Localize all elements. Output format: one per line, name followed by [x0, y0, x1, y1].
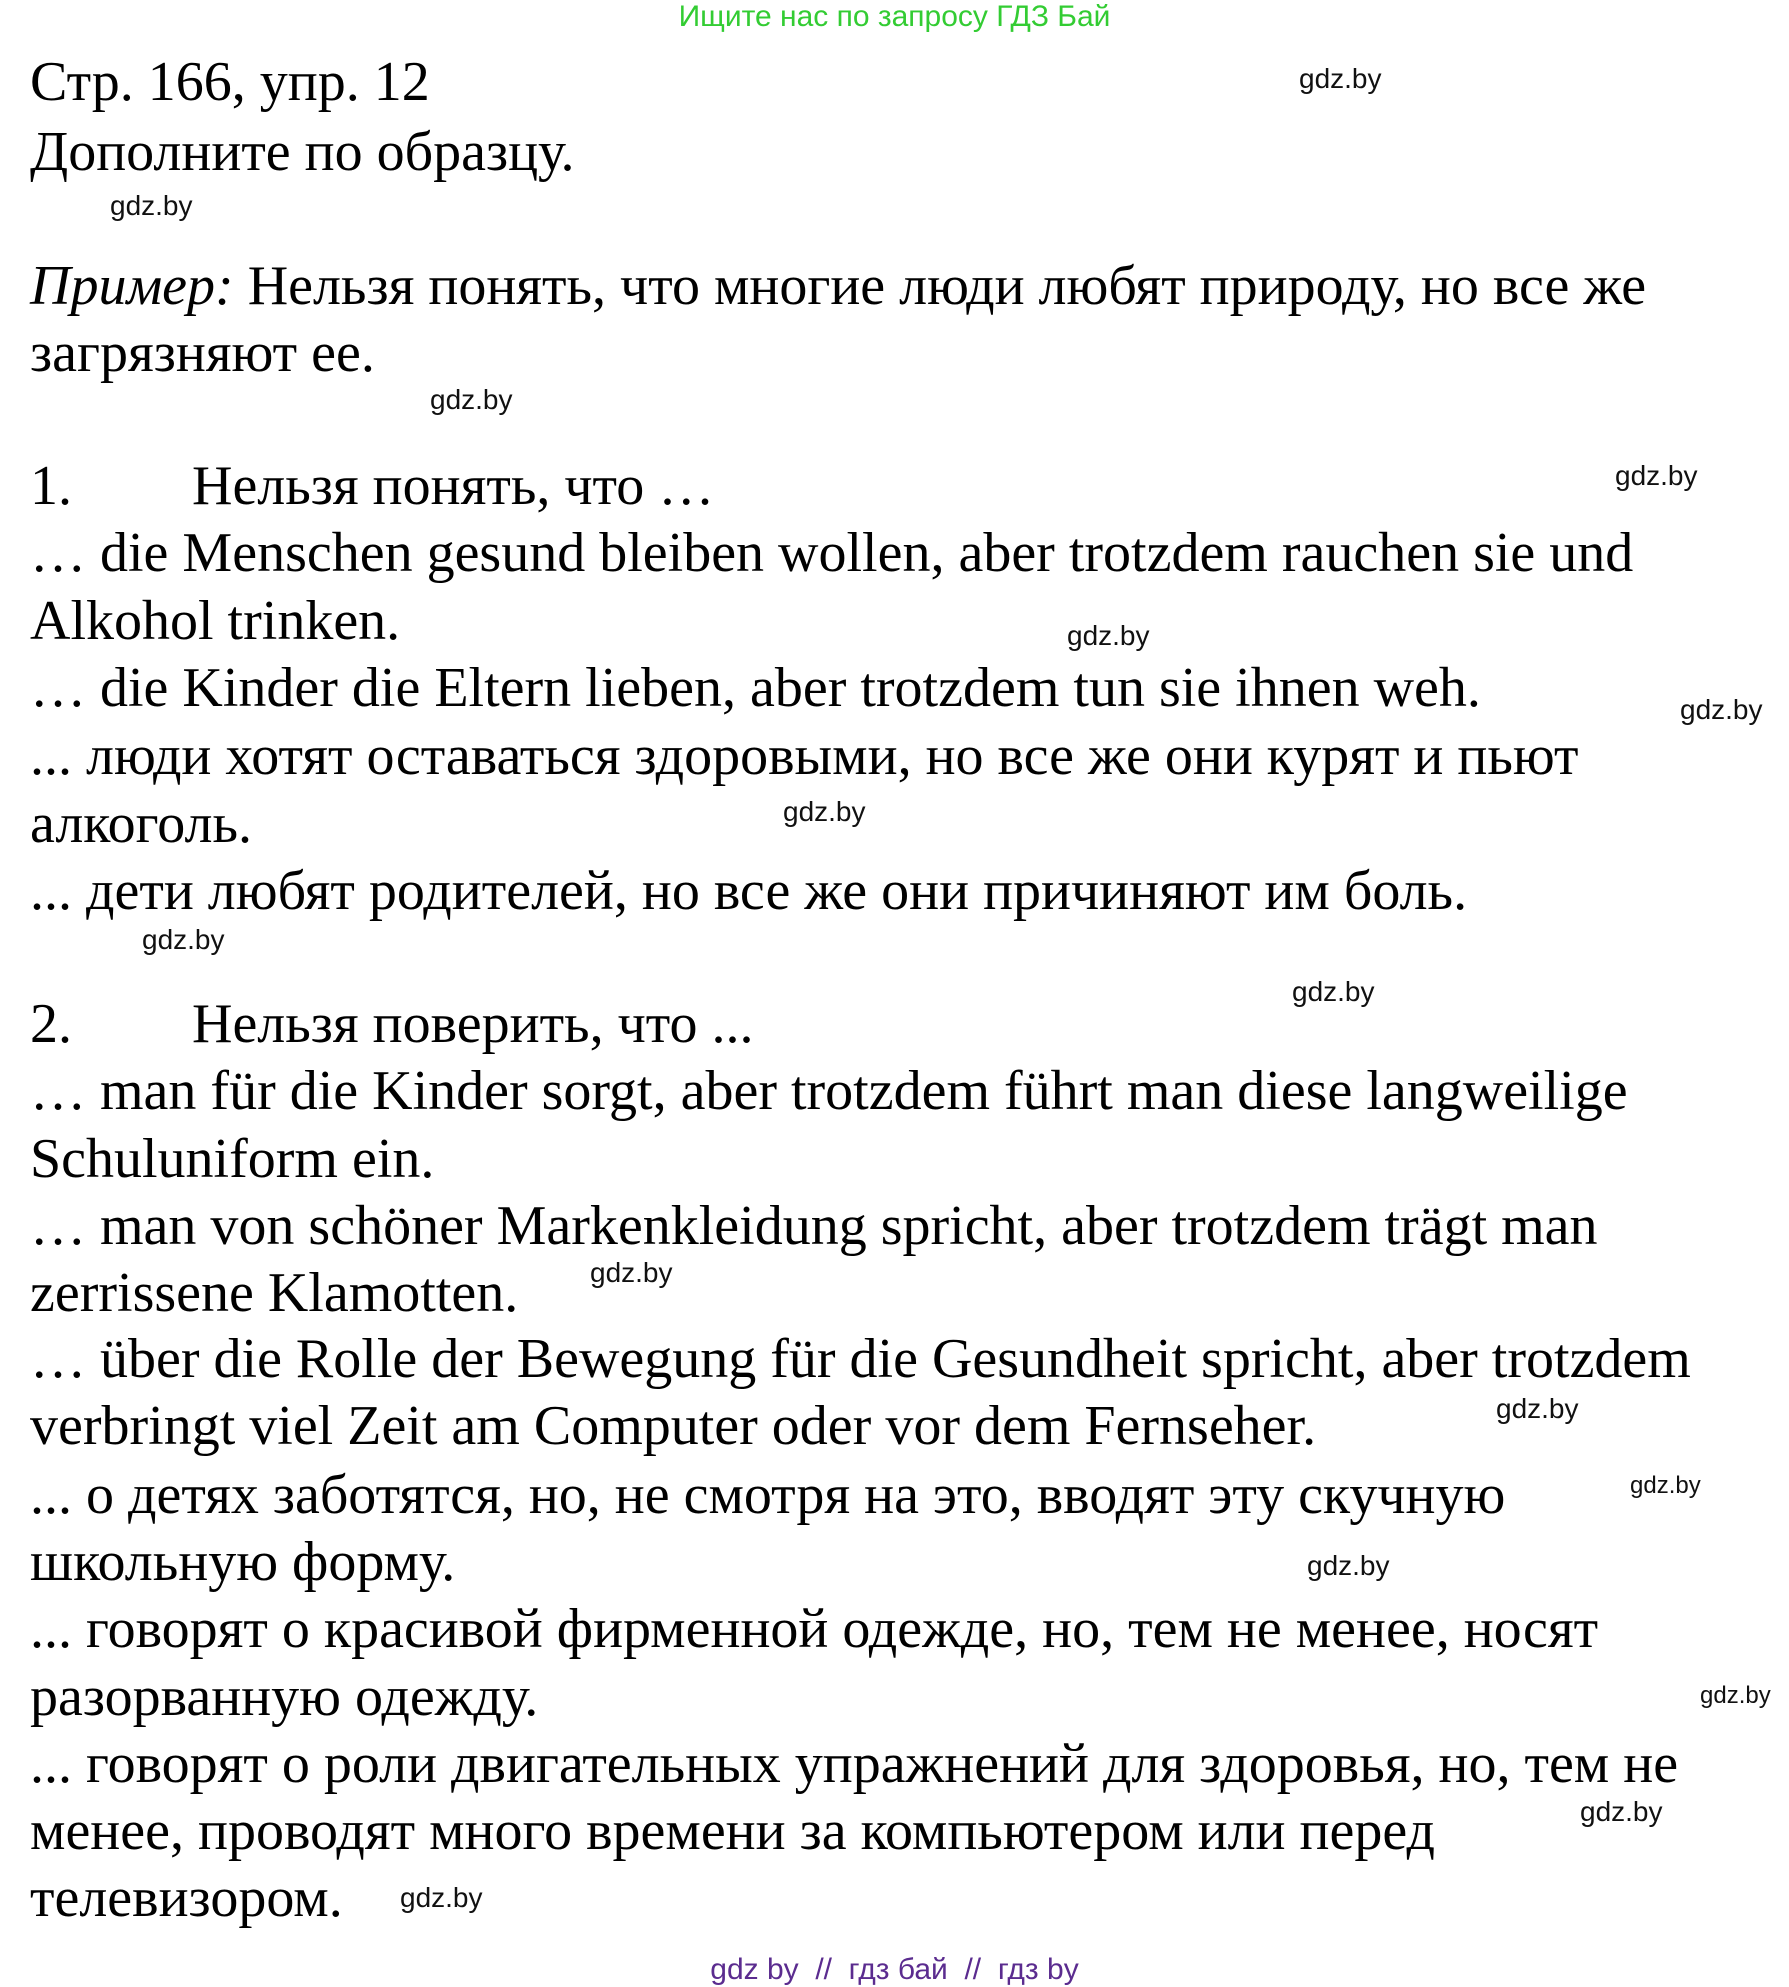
- watermark: gdz.by: [1307, 1550, 1390, 1581]
- watermark: gdz.by: [1630, 1472, 1701, 1499]
- watermark: gdz.by: [1700, 1682, 1771, 1709]
- search-banner: Ищите нас по запросу ГДЗ Бай: [678, 0, 1111, 33]
- section-2-heading: [30, 993, 754, 1055]
- text-line: менее, проводят много времени за компьютером или перед: [30, 1800, 1435, 1862]
- watermark: gdz.by: [590, 1257, 673, 1288]
- watermark: gdz.by: [1615, 460, 1698, 491]
- example-text: Нельзя понять, что многие люди любят природу, но все же: [233, 255, 1647, 317]
- section-1-heading: [30, 455, 715, 517]
- watermark: gdz.by: [1299, 63, 1382, 94]
- section-number: 2.: [30, 993, 72, 1055]
- text-line: Alkohol trinken.: [30, 590, 401, 652]
- watermark: gdz.by: [430, 384, 513, 415]
- watermark: gdz.by: [1292, 976, 1375, 1007]
- example-line-1: [30, 255, 1647, 317]
- text-line: Schuluniform ein.: [30, 1128, 435, 1190]
- text-line: … die Menschen gesund bleiben wollen, aber trotzdem rauchen sie und: [30, 522, 1634, 584]
- watermark: gdz.by: [1067, 620, 1150, 651]
- text-line: алкоголь.: [30, 793, 252, 855]
- page-title: Стр. 166, упр. 12: [30, 51, 430, 113]
- watermark: gdz.by: [400, 1882, 483, 1913]
- example-line-2: загрязняют ее.: [30, 322, 375, 384]
- text-line: ... люди хотят оставаться здоровыми, но все же они курят и пьют: [30, 725, 1579, 787]
- text-line: ... говорят о красивой фирменной одежде, но, тем не менее, носят: [30, 1598, 1599, 1660]
- watermark: gdz.by: [110, 190, 193, 221]
- section-heading-text: Нельзя понять, что …: [192, 455, 715, 517]
- text-line: zerrissene Klamotten.: [30, 1262, 519, 1324]
- text-line: телевизором.: [30, 1867, 343, 1929]
- section-number: 1.: [30, 455, 72, 517]
- text-line: ... говорят о роли двигательных упражнений для здоровья, но, тем не: [30, 1733, 1679, 1795]
- watermark: gdz.by: [142, 924, 225, 955]
- instruction: Дополните по образцу.: [30, 121, 575, 183]
- section-heading-text: Нельзя поверить, что ...: [192, 993, 754, 1055]
- watermark: gdz.by: [783, 796, 866, 827]
- text-line: … man von schöner Markenkleidung spricht, aber trotzdem trägt man: [30, 1195, 1598, 1257]
- watermark: gdz.by: [1680, 694, 1763, 725]
- text-line: ... о детях заботятся, но, не смотря на это, вводят эту скучную: [30, 1464, 1506, 1526]
- footer-links: gdz by // гдз бай // гдз by: [710, 1953, 1079, 1986]
- text-line: … über die Rolle der Bewegung für die Gesundheit spricht, aber trotzdem: [30, 1328, 1691, 1390]
- watermark: gdz.by: [1580, 1796, 1663, 1827]
- text-line: ... дети любят родителей, но все же они причиняют им боль.: [30, 860, 1468, 922]
- text-line: … die Kinder die Eltern lieben, aber trotzdem tun sie ihnen weh.: [30, 657, 1481, 719]
- watermark: gdz.by: [1496, 1393, 1579, 1424]
- text-line: verbringt viel Zeit am Computer oder vor dem Fernseher.: [30, 1395, 1317, 1457]
- example-label: Пример:: [30, 255, 234, 317]
- text-line: … man für die Kinder sorgt, aber trotzdem führt man diese langweilige: [30, 1060, 1628, 1122]
- text-line: школьную форму.: [30, 1531, 456, 1593]
- text-line: разорванную одежду.: [30, 1666, 539, 1728]
